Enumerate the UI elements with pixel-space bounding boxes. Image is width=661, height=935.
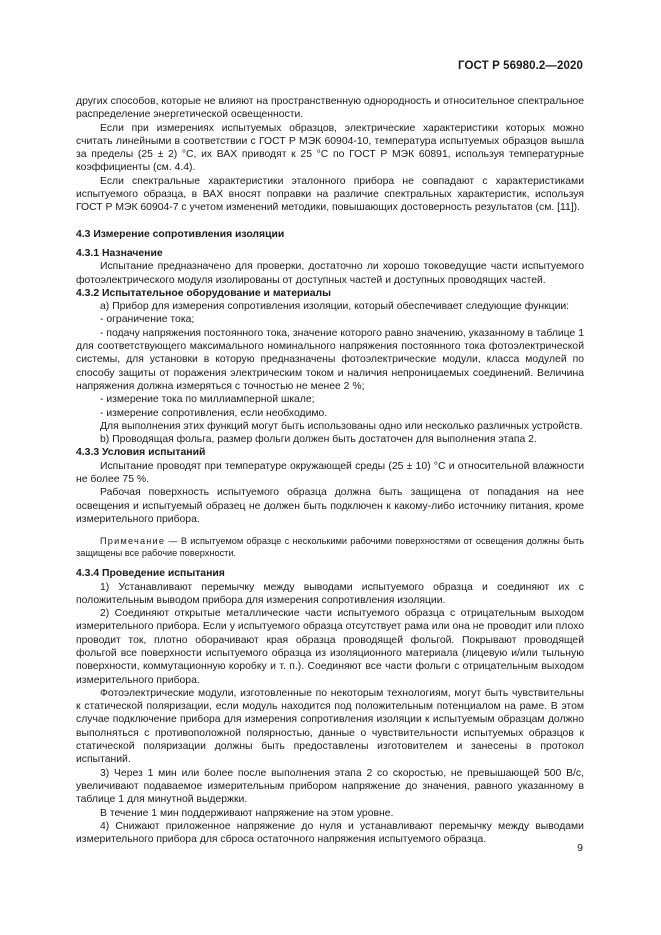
subsection-heading-4-3-1: 4.3.1 Назначение xyxy=(76,247,163,259)
note-label: Примечание xyxy=(100,536,166,547)
step-item: 3) Через 1 мин или более после выполнения этапа 2 со скоростью, не превышающей 500 В/с, увеличивают подаваемое измерительным прибором напряжение до значения, равного указанному в таблице 1 для минутной выдержки. xyxy=(76,767,584,806)
list-item: - измерение тока по миллиамперной шкале; xyxy=(100,394,315,406)
step-item: 1) Устанавливают перемычку между выводами испытуемого образца и соединяют их с положительным выводом прибора для измерения сопротивления изоляции. xyxy=(76,581,584,606)
subsection-heading-4-3-4: 4.3.4 Проведение испытания xyxy=(76,568,225,580)
paragraph: Испытание предназначено для проверки, достаточно ли хорошо токоведущие части испытуемого фотоэлектрического модуля изолированы от доступных частей и доступных проводящих частей. xyxy=(76,261,584,286)
step-item: 4) Снижают приложенное напряжение до нуля и устанавливают перемычку между выводами измерительного прибора для сброса остаточного напряжения испытуемого образца. xyxy=(76,820,584,846)
document-body xyxy=(76,95,584,846)
list-item: b) Проводящая фольга, размер фольги должен быть достаточен для выполнения этапа 2. xyxy=(100,434,537,446)
paragraph: Если при измерениях испытуемых образцов, электрические характеристики которых можно считать линейными в соответствии с ГОСТ Р МЭК 60904-10, температура испытуемых образцов вышла за пределы (25 ± 2) °С, их ВАХ приводят к 25 °С по ГОСТ Р МЭК 60891, используя температурные коэффициенты (см. 4.4). xyxy=(76,122,584,174)
list-item: а) Прибор для измерения сопротивления изоляции, который обеспечивает следующие функции: xyxy=(100,301,570,313)
paragraph: Если спектральные характеристики эталонного прибора не совпадают с характеристиками испытуемого образца, в ВАХ вносят поправки на различие спектральных характеристик, используя ГОСТ Р МЭК 60904-7 с учетом изменений методики, повышающих достоверность результатов (см. [11]). xyxy=(76,175,584,214)
paragraph: Фотоэлектрические модули, изготовленные по некоторым технологиям, могут быть чувствительны к статической поляризации, если модуль находится под положительным потенциалом на раме. В этом случае подключение прибора для измерения сопротивления изоляции к испытуемым образцам должно выполняться с противоположной полярностью, данные о чувствительности испытуемых образцов к статической поляризации должны быть предоставлены изготовителем и занесены в протокол испытаний. xyxy=(76,687,584,766)
list-item: - подачу напряжения постоянного тока, значение которого равно значению, указанному в таблице 1 для соответствующего максимального номинального напряжения постоянного тока фотоэлектрической системы, для установки в которую предназначены фотоэлектрические модули, класса модулей по способу защиты от поражения электрическим током и наличия непроницаемых соединений. Величина напряжения должна измеряться с точностью не менее 2 %; xyxy=(76,327,584,392)
paragraph: других способов, которые не влияют на пространственную однородность и относительное спектральное распределение энергетической освещенности. xyxy=(76,96,584,121)
subsection-heading-4-3-3: 4.3.3 Условия испытаний xyxy=(76,447,206,459)
paragraph: Испытание проводят при температуре окружающей среды (25 ± 10) °С и относительной влажности не более 75 %. xyxy=(76,460,584,486)
note xyxy=(76,535,584,559)
document-header: ГОСТ Р 56980.2—2020 xyxy=(458,60,583,72)
section-heading-4-3: 4.3 Измерение сопротивления изоляции xyxy=(76,228,285,240)
paragraph: Для выполнения этих функций могут быть использованы одно или несколько различных устройств. xyxy=(100,420,583,432)
list-item: - измерение сопротивления, если необходимо. xyxy=(100,407,328,419)
paragraph: В течение 1 мин поддерживают напряжение на этом уровне. xyxy=(100,807,394,819)
paragraph: Рабочая поверхность испытуемого образца должна быть защищена от попадания на нее освещения и испытуемый образец не должен быть подключен к какому-либо источнику питания, кроме измерительного прибора. xyxy=(76,487,584,525)
step-item: 2) Соединяют открытые металлические части испытуемого образца с отрицательным выходом измерительного прибора. Если у испытуемого образца отсутствует рама или она не проводит или плохо проводит ток, плотно оборачивают края образца проводящей фольгой. Покрывают проводящей фольгой все поверхности испытуемого образца из изоляционного материала (лицевую и/или тыльную поверхности, коммутационную коробку и т. п.). Соединяют все части фольги с отрицательным выходом измерительного прибора. xyxy=(76,608,584,686)
subsection-heading-4-3-2: 4.3.2 Испытательное оборудование и материалы xyxy=(76,287,332,299)
list-item: - ограничение тока; xyxy=(100,314,195,326)
page-number: 9 xyxy=(577,842,583,854)
note-text: — В испытуемом образце с несколькими рабочими поверхностями от освещения должны быть защищены все рабочие поверхности. xyxy=(76,536,584,559)
